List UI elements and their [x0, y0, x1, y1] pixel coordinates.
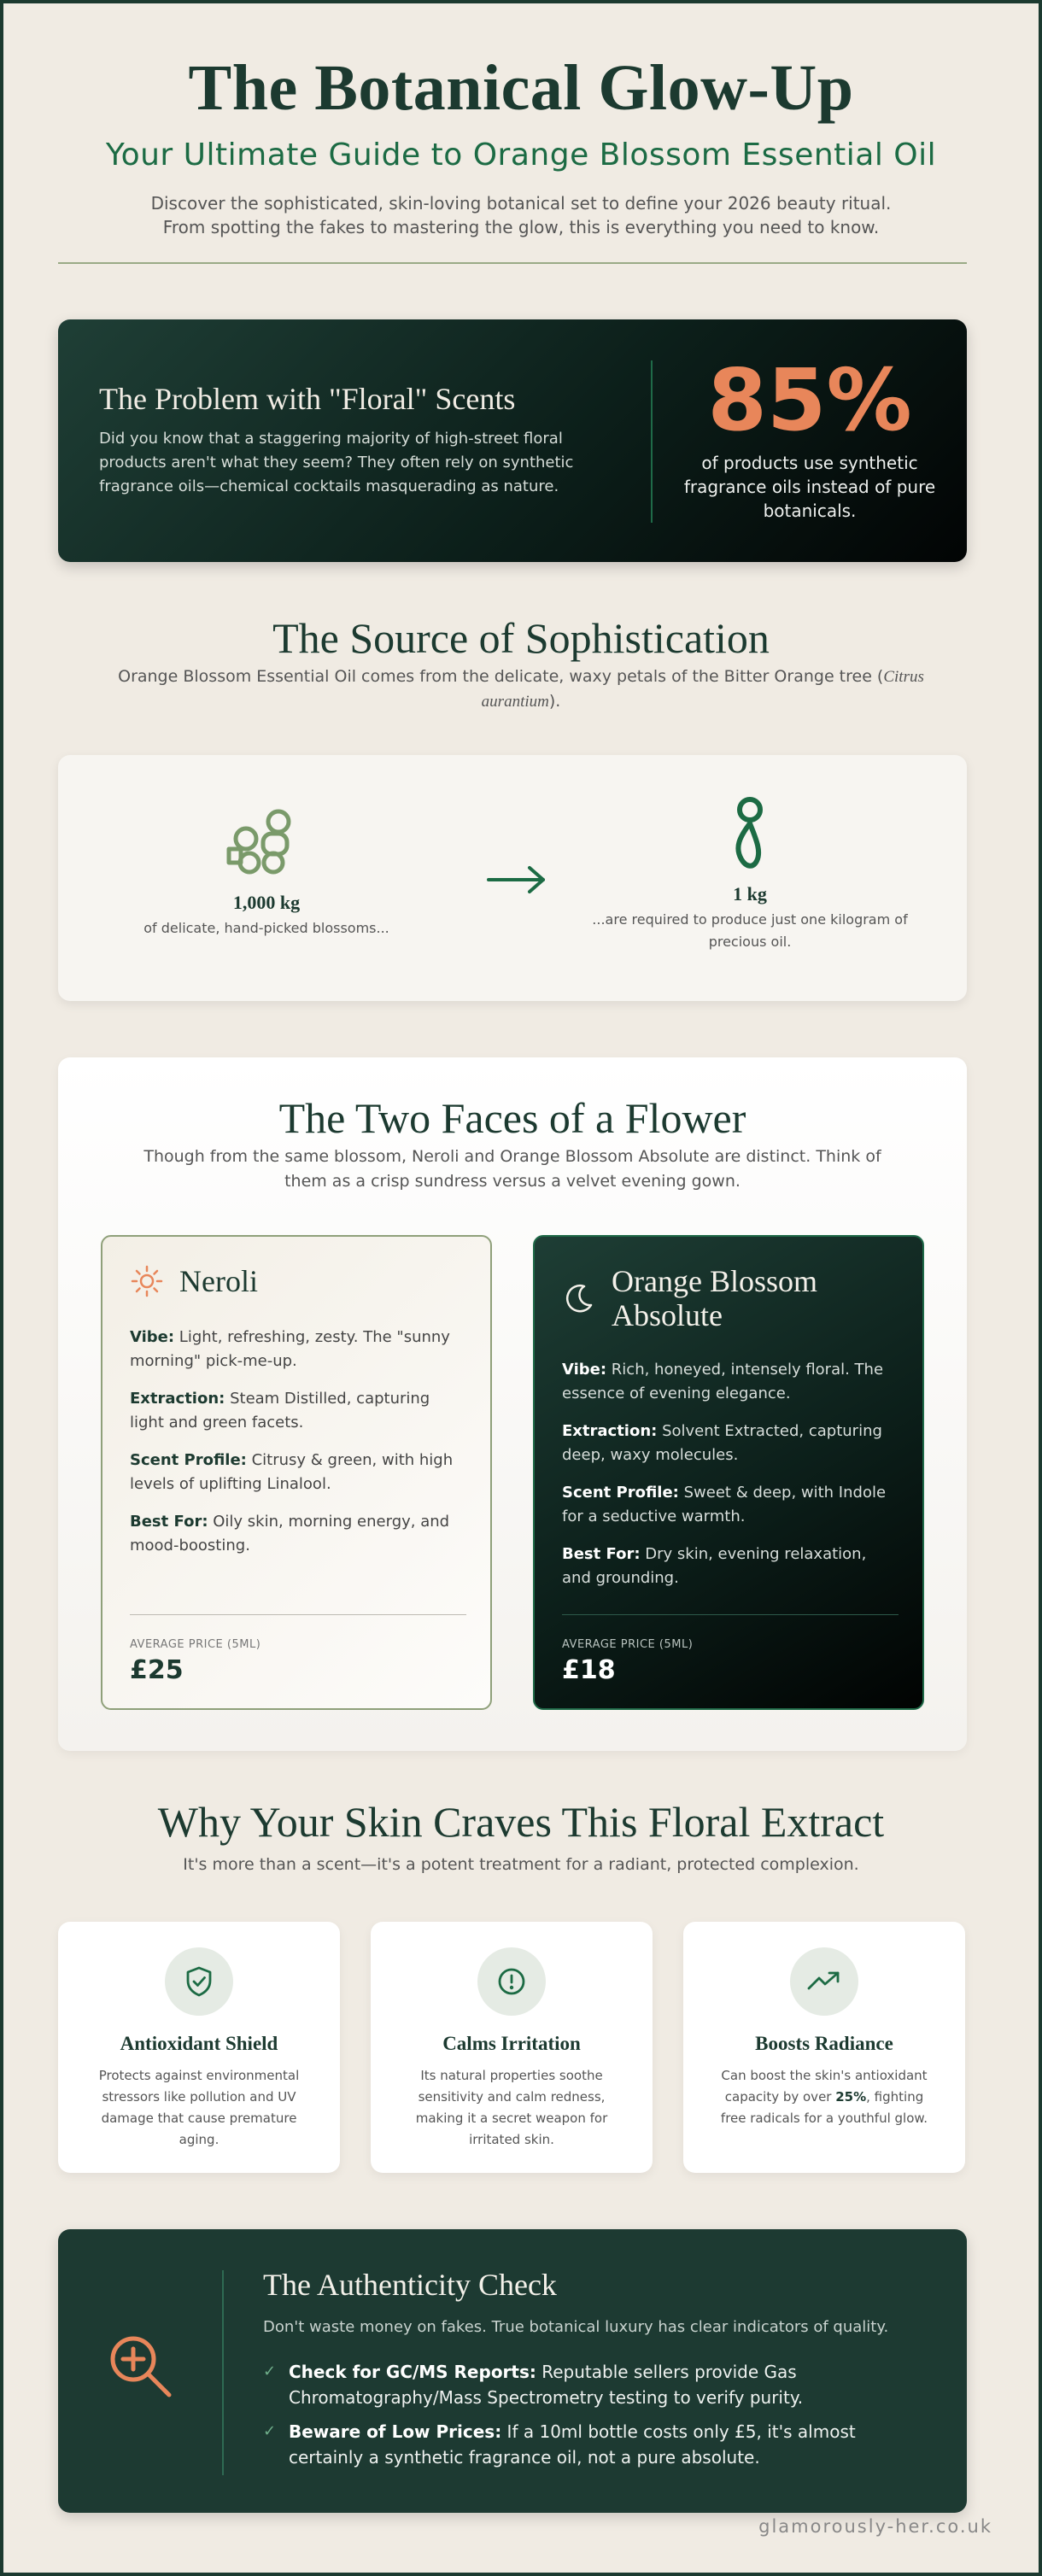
page-title: The Botanical Glow-Up	[188, 52, 854, 124]
alert-circle-icon	[495, 1964, 529, 1999]
neroli-header	[130, 1264, 258, 1298]
benefit-card-antioxidant	[58, 1922, 340, 2173]
absolute-details	[562, 1358, 899, 1604]
benefit-card-calms	[371, 1922, 653, 2173]
absolute-extraction-label: Extraction:	[562, 1422, 658, 1440]
authenticity-item-label: Beware of Low Prices:	[289, 2421, 502, 2442]
absolute-divider	[562, 1614, 899, 1615]
problem-card	[58, 319, 967, 562]
neroli-best-text: Oily skin, morning energy, and mood-boosting.	[130, 1513, 450, 1554]
absolute-extraction-text: Solvent Extracted, capturing deep, waxy molecules.	[562, 1422, 882, 1464]
absolute-extraction	[562, 1420, 899, 1467]
absolute-vibe	[562, 1358, 899, 1406]
authenticity-item-text: Reputable sellers provide Gas Chromatography/Mass Spectrometry testing to verify purity.	[289, 2362, 804, 2408]
authenticity-title: The Authenticity Check	[263, 2268, 557, 2302]
problem-divider	[651, 360, 653, 523]
absolute-price: £18	[562, 1655, 616, 1685]
yield-output-desc: ...are required to produce just one kilogram of precious oil.	[592, 911, 908, 950]
neroli-best-for	[130, 1510, 466, 1558]
blossoms-icon	[224, 803, 309, 888]
benefit-text-before: Can boost the skin's antioxidant capacity by over	[721, 2068, 928, 2105]
neroli-price: £25	[130, 1655, 184, 1685]
absolute-card	[533, 1235, 924, 1710]
neroli-scent-label: Scent Profile:	[130, 1451, 247, 1469]
benefit-text-after: , fighting free radicals for a youthful glow.	[720, 2089, 928, 2126]
source-text-before: Orange Blossom Essential Oil comes from the delicate, waxy petals of the Bitter Orange tree (	[118, 667, 884, 686]
absolute-vibe-text: Rich, honeyed, intensely floral. The essence of evening elegance.	[562, 1361, 884, 1402]
absolute-scent-text: Sweet & deep, with Indole for a seductive warmth.	[562, 1484, 887, 1525]
header-divider	[58, 262, 967, 264]
neroli-vibe-text: Light, refreshing, zesty. The "sunny morning" pick-me-up.	[130, 1328, 450, 1370]
sun-icon	[130, 1264, 164, 1298]
neroli-card	[101, 1235, 492, 1710]
authenticity-subtitle: Don't waste money on fakes. True botanical luxury has clear indicators of quality.	[263, 2318, 889, 2336]
benefit-text: Protects against environmental stressors like pollution and UV damage that cause premature aging.	[98, 2068, 300, 2147]
benefit-title: Calms Irritation	[442, 2033, 581, 2054]
yield-input-desc: of delicate, hand-picked blossoms...	[143, 920, 389, 936]
neroli-extraction-label: Extraction:	[130, 1390, 225, 1408]
problem-stat: 85%	[707, 350, 912, 450]
absolute-scent-label: Scent Profile:	[562, 1484, 679, 1502]
page-subtitle: Your Ultimate Guide to Orange Blossom Essential Oil	[105, 138, 937, 173]
moon-icon	[562, 1281, 596, 1315]
shield-check-icon	[182, 1964, 216, 1999]
benefit-title: Boosts Radiance	[755, 2033, 893, 2054]
neroli-price-label: AVERAGE PRICE (5ML)	[130, 1638, 261, 1651]
neroli-best-label: Best For:	[130, 1513, 208, 1531]
problem-title: The Problem with "Floral" Scents	[99, 382, 516, 416]
absolute-best-label: Best For:	[562, 1545, 641, 1563]
yield-input	[130, 755, 403, 940]
comparison-title: The Two Faces of a Flower	[278, 1094, 746, 1142]
benefit-card-radiance	[683, 1922, 965, 2173]
source-title: The Source of Sophistication	[272, 614, 770, 662]
yield-input-amount: 1,000 kg	[232, 892, 301, 913]
benefit-icon-wrap	[477, 1947, 546, 2016]
benefit-icon-wrap	[790, 1947, 858, 2016]
page-header	[0, 51, 1042, 239]
benefit-text	[714, 2065, 934, 2129]
authenticity-item	[263, 2419, 929, 2470]
authenticity-item-label: Check for GC/MS Reports:	[289, 2362, 536, 2382]
neroli-details	[130, 1326, 466, 1572]
comparison-subtitle: Though from the same blossom, Neroli and Orange Blossom Absolute are distinct. Think of them as a crisp sundress versus a velvet evening gown.	[143, 1147, 881, 1191]
authenticity-item	[263, 2359, 929, 2410]
absolute-vibe-label: Vibe:	[562, 1361, 607, 1379]
neroli-vibe	[130, 1326, 466, 1373]
neroli-scent-text: Citrusy & green, with high levels of uplifting Linalool.	[130, 1451, 454, 1493]
authenticity-divider	[222, 2270, 224, 2475]
yield-output-amount: 1 kg	[733, 883, 767, 905]
source-text	[77, 664, 965, 714]
page-intro	[0, 191, 1042, 239]
neroli-divider	[130, 1614, 466, 1615]
footer-site: glamorously-her.co.uk	[758, 2516, 992, 2537]
absolute-name: Orange Blossom Absolute	[612, 1264, 817, 1332]
benefit-icon-wrap	[165, 1947, 233, 2016]
absolute-best-text: Dry skin, evening relaxation, and grounding.	[562, 1545, 867, 1587]
benefits-title: Why Your Skin Craves This Floral Extract	[157, 1798, 885, 1846]
arrow-right-icon	[485, 863, 548, 897]
oil-drop-icon	[724, 794, 776, 880]
neroli-extraction-text: Steam Distilled, capturing light and green facets.	[130, 1390, 430, 1431]
source-text-after: ).	[548, 692, 561, 711]
comparison-section	[58, 1057, 967, 1751]
yield-output	[588, 755, 912, 953]
neroli-name: Neroli	[179, 1264, 258, 1298]
magnifier-plus-icon	[104, 2330, 176, 2402]
intro-line-2: From spotting the fakes to mastering the glow, this is everything you need to know.	[162, 217, 880, 237]
benefits-subtitle: It's more than a scent—it's a potent treatment for a radiant, protected complexion.	[183, 1855, 859, 1874]
source-latin-name: Citrus aurantium	[481, 668, 924, 711]
neroli-scent-profile	[130, 1449, 466, 1496]
benefit-text: Its natural properties soothe sensitivity and calm redness, making it a secret weapon for irritated skin.	[415, 2068, 608, 2147]
neroli-extraction	[130, 1387, 466, 1435]
neroli-vibe-label: Vibe:	[130, 1328, 175, 1346]
problem-stat-text: of products use synthetic fragrance oils instead of pure botanicals.	[683, 453, 936, 521]
problem-text: Did you know that a staggering majority of high-street floral products aren't what they seem? They often rely on synthetic fragrance oils—chemical cocktails masquerading as nature.	[99, 430, 574, 495]
authenticity-list	[263, 2359, 929, 2479]
benefit-highlight: 25%	[835, 2089, 867, 2105]
yield-card	[58, 755, 967, 1001]
absolute-price-label: AVERAGE PRICE (5ML)	[562, 1638, 694, 1651]
absolute-scent-profile	[562, 1481, 899, 1529]
check-icon: ✓	[263, 2422, 277, 2440]
check-icon: ✓	[263, 2362, 277, 2380]
absolute-header	[562, 1264, 868, 1332]
benefit-title: Antioxidant Shield	[120, 2033, 278, 2054]
absolute-best-for	[562, 1543, 899, 1590]
authenticity-card	[58, 2229, 967, 2513]
intro-line-1: Discover the sophisticated, skin-loving botanical set to define your 2026 beauty ritual.	[150, 193, 892, 214]
authenticity-item-text: If a 10ml bottle costs only £5, it's almost certainly a synthetic fragrance oil, not a pure absolute.	[289, 2421, 856, 2468]
trending-up-icon	[805, 1964, 843, 1999]
